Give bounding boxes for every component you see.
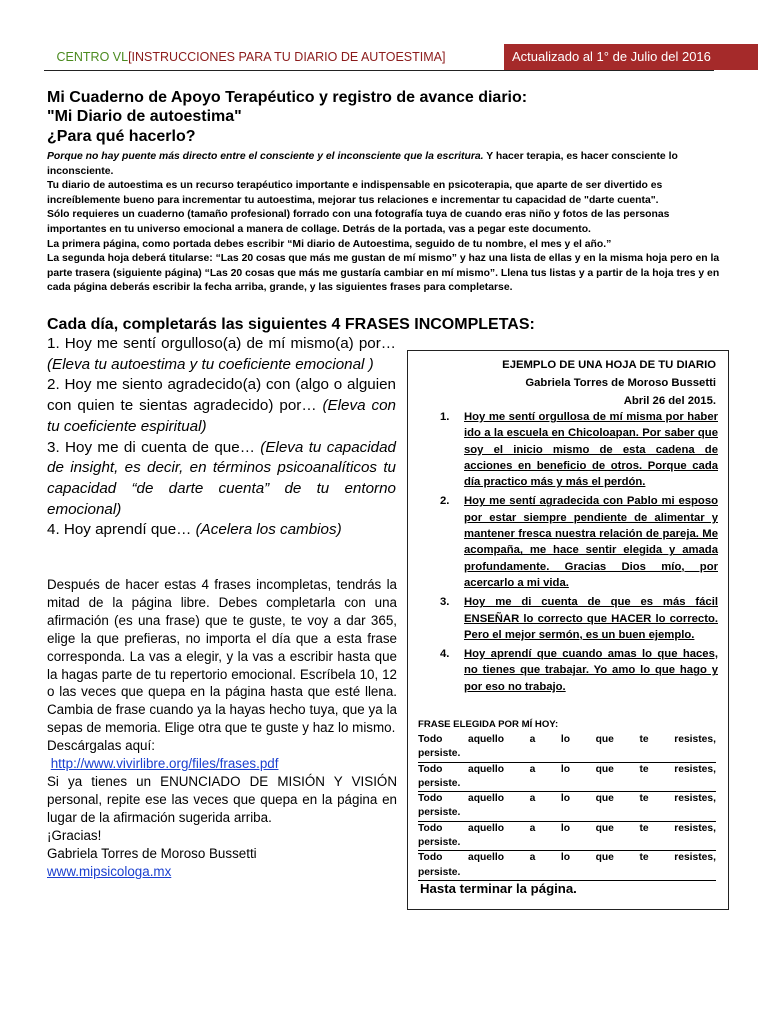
chosen-line-a: Todo aquello a lo que te resistes, bbox=[418, 793, 716, 805]
intro-line-3: Tu diario de autoestima es un recurso terapéutico importante e indispensable en psicoterapia, que aparte de ser divertido es increíblemente bueno para incrementar tu autoestima, mejorar tus relaciones e incrementar tu capacidad de "darte cuenta". bbox=[47, 180, 663, 206]
item-text: Hoy me sentí agradecida con Pablo mi esposo por estar siempre pendiente de alimentar y mantener fresca nuestra relación de pareja. Me acompaña, me hace sentir elegida y amada profundamente. Gracias Dios mío, por acercarlo a mi vida. bbox=[464, 495, 718, 589]
chosen-line-b: persiste. bbox=[418, 777, 461, 789]
chosen-line-b: persiste. bbox=[418, 866, 461, 878]
example-list bbox=[420, 409, 718, 698]
thanks-text: ¡Gracias! bbox=[47, 827, 102, 843]
intro-text bbox=[47, 150, 723, 296]
chosen-line-b: persiste. bbox=[418, 807, 461, 819]
phrase-item bbox=[47, 375, 396, 437]
chosen-line-a: Todo aquello a lo que te resistes, bbox=[418, 822, 716, 834]
header-updated-banner: Actualizado al 1° de Julio del 2016 bbox=[504, 44, 758, 70]
body-paragraph-1: Después de hacer estas 4 frases incompletas, tendrás la mitad de la página libre. Debes completarla con una afirmación (es una frase) que te guste, te voy a dar 365, elige la que prefieras, no importa el día que a esta frase corresponda. La vas a elegir, y la vas a escribir hasta que la hagas parte de tu repertorio emocional. Escríbela 10, 12 o las veces que quepa en la página hasta que esté llena. Cambia de frase cuando ya la hayas hecho tuya, que ya la sepas de memoria. Elige otra que te guste y haz lo mismo. bbox=[47, 577, 397, 736]
chosen-line-a: Todo aquello a lo que te resistes, bbox=[418, 763, 716, 775]
author-name: Gabriela Torres de Moroso Bussetti bbox=[47, 845, 257, 861]
example-title: EJEMPLO DE UNA HOJA DE TU DIARIO bbox=[502, 359, 716, 371]
end-note: Hasta terminar la página. bbox=[420, 881, 577, 896]
chosen-line-a: Todo aquello a lo que te resistes, bbox=[418, 852, 716, 864]
item-number: 1. bbox=[440, 411, 450, 423]
example-item bbox=[420, 409, 718, 490]
body-paragraph-2: Si ya tienes un ENUNCIADO DE MISIÓN Y VISIÓN personal, repite ese las veces que quepa en la página en lugar de la afirmación sugerida arriba. bbox=[47, 773, 397, 825]
phrase-note: (Acelera los cambios) bbox=[195, 521, 342, 539]
chosen-line bbox=[418, 763, 716, 793]
intro-line-2: Y hacer terapia, es hacer consciente lo inconsciente. bbox=[47, 151, 678, 177]
item-number: 2. bbox=[440, 495, 450, 508]
header-centro: CENTRO VL bbox=[56, 50, 129, 64]
intro-line-1: Porque no hay puente más directo entre el consciente y el inconsciente que la escritura. bbox=[47, 151, 484, 162]
example-author: Gabriela Torres de Moroso Bussetti bbox=[525, 377, 716, 389]
chosen-line bbox=[418, 851, 716, 881]
phrase-text: 1. Hoy me sentí orgulloso(a) de mí mismo(a) por… bbox=[47, 335, 396, 352]
download-label: Descárgalas aquí: bbox=[47, 738, 155, 754]
chosen-line bbox=[418, 822, 716, 852]
website-link[interactable]: www.mipsicologa.mx bbox=[47, 863, 172, 879]
intro-line-4: Sólo requieres un cuaderno (tamaño profesional) forrado con una fotografía tuya de cuando eras niño y fotos de las personas importantes en tu universo emocional a manera de collage. Detrás de la portada, vas a pegar este documento. bbox=[47, 209, 670, 235]
item-number: 4. bbox=[440, 648, 450, 661]
chosen-line-b: persiste. bbox=[418, 837, 461, 849]
header-instructions: [INSTRUCCIONES PARA TU DIARIO DE AUTOESTIMA] bbox=[128, 50, 446, 64]
example-item bbox=[420, 493, 718, 591]
example-item bbox=[420, 594, 718, 643]
example-item bbox=[420, 646, 718, 695]
header-title bbox=[44, 44, 458, 70]
intro-line-6: La segunda hoja deberá titularse: “Las 20 cosas que más me gustan de mí mismo” y haz una lista de ellas y en la misma hoja pero en la parte trasera (siguiente página) “Las 20 cosas que más me gustaría cambiar en mí mismo”. Llena tus listas y a partir de la hoja tres y en cada página deberás escribir la fecha arriba, grande, y las siguientes frases para completarse. bbox=[47, 253, 720, 294]
phrases-heading: Cada día, completarás las siguientes 4 FRASES INCOMPLETAS: bbox=[47, 316, 535, 333]
phrase-item bbox=[47, 334, 396, 375]
chosen-phrase-label: FRASE ELEGIDA POR MÍ HOY: bbox=[418, 719, 559, 730]
page-subtitle: "Mi Diario de autoestima" bbox=[47, 108, 242, 125]
chosen-line bbox=[418, 733, 716, 763]
phrase-item bbox=[47, 438, 396, 521]
download-link[interactable]: http://www.vivirlibre.org/files/frases.pdf bbox=[50, 756, 279, 772]
phrase-item bbox=[47, 520, 396, 541]
chosen-line-b: persiste. bbox=[418, 748, 461, 760]
phrases-list bbox=[47, 334, 396, 541]
item-text: Hoy me sentí orgullosa de mí misma por haber ido a la escuela en Chicoloapan. Por saber que soy el inicio mismo de esta cadena de acciones en beneficio de otros. Porque cada día practico más y más el perdón. bbox=[464, 411, 718, 489]
phrase-text: 4. Hoy aprendí que… bbox=[47, 521, 192, 539]
example-date: Abril 26 del 2015. bbox=[623, 395, 716, 407]
item-text: Hoy aprendí que cuando amas lo que haces, no tienes que trabajar. Yo amo lo que hago y por eso no trabajo. bbox=[464, 648, 718, 693]
phrase-text: 3. Hoy me di cuenta de que… bbox=[47, 438, 255, 456]
example-box bbox=[407, 350, 729, 910]
chosen-line-a: Todo aquello a lo que te resistes, bbox=[418, 734, 716, 745]
page-header bbox=[44, 44, 714, 70]
instructions-body bbox=[47, 576, 397, 880]
chosen-phrase-lines bbox=[418, 733, 716, 881]
item-number: 3. bbox=[440, 596, 450, 609]
item-text: Hoy me di cuenta de que es más fácil ENSEÑAR lo correcto que HACER lo correcto. Pero el mejor sermón, es un buen ejemplo. bbox=[464, 596, 718, 641]
phrase-note: (Eleva con tu coeficiente espiritual) bbox=[47, 397, 396, 435]
chosen-line bbox=[418, 792, 716, 822]
page-title: Mi Cuaderno de Apoyo Terapéutico y registro de avance diario: bbox=[47, 89, 528, 106]
question-heading: ¿Para qué hacerlo? bbox=[47, 128, 196, 145]
phrase-note: (Eleva tu autoestima y tu coeficiente emocional ) bbox=[47, 355, 374, 373]
header-divider bbox=[44, 70, 714, 71]
phrase-text: 2. Hoy me siento agradecido(a) con (algo o alguien con quien te sientas agradecido) por… bbox=[47, 376, 396, 415]
intro-line-5: La primera página, como portada debes escribir “Mi diario de Autoestima, seguido de tu nombre, el mes y el año.” bbox=[47, 238, 612, 250]
phrase-note: (Eleva tu capacidad de insight, es decir, en términos psicoanalíticos tu capacidad “de darte cuenta” de tu entorno emocional) bbox=[47, 438, 396, 518]
